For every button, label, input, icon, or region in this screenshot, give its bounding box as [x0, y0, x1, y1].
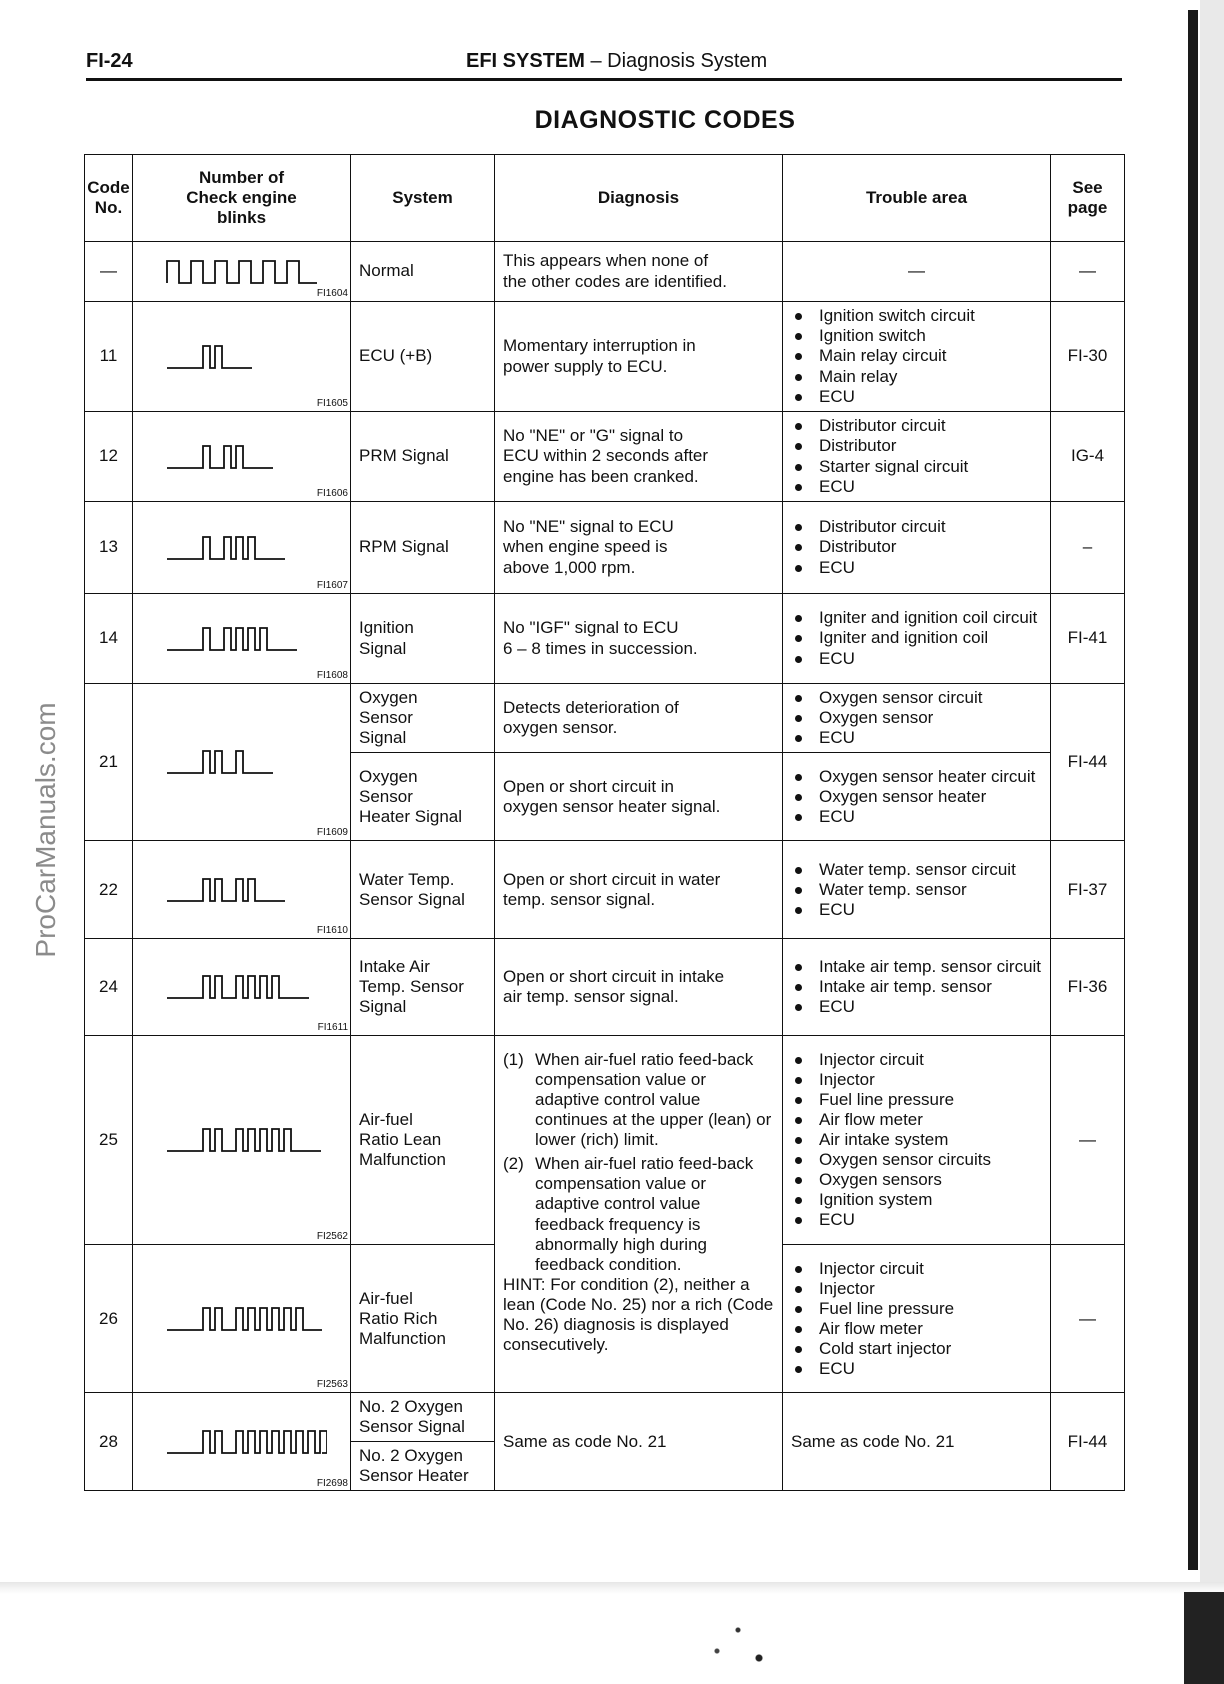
- trouble-cell: [783, 684, 1051, 753]
- trouble-item: Fuel line pressure: [791, 1090, 1042, 1110]
- diagnostic-codes-table: [84, 154, 1125, 1491]
- page-title: DIAGNOSTIC CODES: [534, 106, 796, 134]
- trouble-item: Injector circuit: [791, 1259, 1042, 1279]
- page-header: [86, 44, 1122, 81]
- table-row: [85, 939, 1125, 1036]
- see-page-cell: —: [1051, 242, 1125, 302]
- system-cell: RPM Signal: [351, 502, 495, 594]
- see-page-cell: FI-37: [1051, 841, 1125, 939]
- pulse-train: [167, 628, 297, 650]
- trouble-item: ECU: [791, 558, 1042, 578]
- trouble-list: [791, 608, 1042, 668]
- trouble-item: Air intake system: [791, 1130, 1042, 1150]
- figure-id: FI1608: [316, 670, 348, 682]
- trouble-cell: [783, 841, 1051, 939]
- blink-pattern-cell: [133, 1245, 351, 1393]
- col-header-see-page: See page: [1051, 155, 1125, 242]
- trouble-item: ECU: [791, 477, 1042, 497]
- trouble-cell: [783, 412, 1051, 502]
- see-page-cell: FI-44: [1051, 684, 1125, 841]
- trouble-item: ECU: [791, 900, 1042, 920]
- trouble-item: ECU: [791, 997, 1042, 1017]
- system-cell: Intake Air Temp. Sensor Signal: [351, 939, 495, 1036]
- blink-waveform: [157, 970, 327, 1004]
- trouble-item: Injector: [791, 1279, 1042, 1299]
- pulse-train: [167, 537, 285, 559]
- code-cell: 11: [85, 302, 133, 412]
- trouble-item: ECU: [791, 1210, 1042, 1230]
- blink-waveform: [157, 873, 327, 907]
- trouble-list: [791, 957, 1042, 1017]
- blink-pattern-cell: [133, 302, 351, 412]
- subsection-title: Diagnosis System: [607, 50, 768, 72]
- figure-id: FI1611: [317, 1022, 348, 1034]
- condition-text: When air-fuel ratio feed-back compensation value or adaptive control value continues at the upper (lean) or lower (rich) limit.: [535, 1050, 772, 1150]
- blink-waveform: [157, 622, 327, 656]
- blink-waveform: [157, 1302, 327, 1336]
- trouble-item: Oxygen sensors: [791, 1170, 1042, 1190]
- trouble-item: Intake air temp. sensor: [791, 977, 1042, 997]
- blink-pattern-cell: [133, 841, 351, 939]
- blink-waveform: [157, 745, 327, 779]
- pulse-train: [167, 879, 285, 901]
- figure-id: FI1606: [316, 488, 348, 500]
- diagnosis-cell: Open or short circuit in intake air temp. sensor signal.: [495, 939, 783, 1036]
- pulse-train: [167, 446, 273, 468]
- blink-pattern-cell: [133, 502, 351, 594]
- code-cell: 25: [85, 1036, 133, 1245]
- col-header-diagnosis: Diagnosis: [495, 155, 783, 242]
- table-row: [85, 594, 1125, 684]
- see-page-cell: –: [1051, 502, 1125, 594]
- heading-separator: –: [584, 50, 608, 72]
- trouble-item: ECU: [791, 1359, 1042, 1379]
- blink-waveform: [157, 255, 327, 289]
- blink-waveform: [157, 340, 327, 374]
- trouble-cell: [783, 302, 1051, 412]
- diagnosis-cell: Open or short circuit in water temp. sensor signal.: [495, 841, 783, 939]
- trouble-item: Water temp. sensor: [791, 880, 1042, 900]
- trouble-list: [791, 1259, 1042, 1379]
- see-page-cell: —: [1051, 1036, 1125, 1245]
- trouble-item: Oxygen sensor circuits: [791, 1150, 1042, 1170]
- diagnosis-cell: Open or short circuit in oxygen sensor heater signal.: [495, 753, 783, 841]
- trouble-cell: [783, 939, 1051, 1036]
- system-cell: Oxygen Sensor Heater Signal: [351, 753, 495, 841]
- diagnosis-cell: No "NE" or "G" signal to ECU within 2 seconds after engine has been cranked.: [495, 412, 783, 502]
- trouble-list: [791, 767, 1042, 827]
- diagnosis-cell: No "NE" signal to ECU when engine speed is above 1,000 rpm.: [495, 502, 783, 594]
- condition-item: [503, 1050, 774, 1150]
- figure-id: FI1607: [316, 580, 348, 592]
- trouble-item: Distributor circuit: [791, 416, 1042, 436]
- table-row: [85, 302, 1125, 412]
- blink-waveform: [157, 531, 327, 565]
- system-cell: Water Temp. Sensor Signal: [351, 841, 495, 939]
- system-cell: No. 2 Oxygen Sensor Signal: [351, 1393, 495, 1442]
- diagnosis-cell: This appears when none of the other codes are identified.: [495, 242, 783, 302]
- watermark: ProCarManuals.com: [30, 702, 61, 958]
- trouble-item: Fuel line pressure: [791, 1299, 1042, 1319]
- blink-pattern-cell: [133, 412, 351, 502]
- system-cell: PRM Signal: [351, 412, 495, 502]
- see-page-cell: FI-44: [1051, 1393, 1125, 1491]
- trouble-item: Starter signal circuit: [791, 457, 1042, 477]
- trouble-item: Ignition switch: [791, 326, 1042, 346]
- condition-list: [503, 1050, 774, 1275]
- trouble-item: Air flow meter: [791, 1319, 1042, 1339]
- trouble-item: Oxygen sensor heater: [791, 787, 1042, 807]
- trouble-item: Ignition switch circuit: [791, 306, 1042, 326]
- trouble-item: Oxygen sensor circuit: [791, 688, 1042, 708]
- system-cell: Oxygen Sensor Signal: [351, 684, 495, 753]
- col-header-trouble: Trouble area: [783, 155, 1051, 242]
- system-cell: Air-fuel Ratio Rich Malfunction: [351, 1245, 495, 1393]
- trouble-item: Main relay circuit: [791, 346, 1042, 366]
- trouble-item: ECU: [791, 807, 1042, 827]
- hint-text: HINT: For condition (2), neither a lean (Code No. 25) nor a rich (Code No. 26) diagnosis is displayed consecutively.: [503, 1274, 774, 1354]
- figure-id: FI1605: [316, 398, 348, 410]
- pulse-train: [167, 1129, 321, 1151]
- col-header-blinks: Number of Check engine blinks: [133, 155, 351, 242]
- code-cell: 24: [85, 939, 133, 1036]
- figure-id: FI1610: [316, 925, 348, 937]
- blink-waveform: [157, 440, 327, 474]
- trouble-item: Distributor: [791, 436, 1042, 456]
- diagnosis-cell: Momentary interruption in power supply to ECU.: [495, 302, 783, 412]
- figure-id: FI2698: [316, 1477, 348, 1489]
- code-cell: 13: [85, 502, 133, 594]
- code-cell: 22: [85, 841, 133, 939]
- trouble-item: Injector: [791, 1070, 1042, 1090]
- see-page-cell: —: [1051, 1245, 1125, 1393]
- figure-id: FI1609: [316, 827, 348, 839]
- pulse-train: [167, 976, 309, 998]
- blink-waveform: [157, 1123, 327, 1157]
- system-cell: Air-fuel Ratio Lean Malfunction: [351, 1036, 495, 1245]
- code-cell: 28: [85, 1393, 133, 1491]
- trouble-list: [791, 1050, 1042, 1230]
- system-cell: Ignition Signal: [351, 594, 495, 684]
- scan-edge-right: [1184, 0, 1224, 1590]
- table-row: [85, 1036, 1125, 1245]
- blink-pattern-cell: [133, 242, 351, 302]
- table-header-row: [85, 155, 1125, 242]
- trouble-item: Injector circuit: [791, 1050, 1042, 1070]
- table-row: [85, 684, 1125, 753]
- code-cell: 12: [85, 412, 133, 502]
- trouble-list: [791, 416, 1042, 496]
- code-cell: 14: [85, 594, 133, 684]
- code-cell: —: [85, 242, 133, 302]
- trouble-item: Oxygen sensor heater circuit: [791, 767, 1042, 787]
- pulse-train: [167, 751, 273, 773]
- blink-pattern-cell: [133, 684, 351, 841]
- trouble-cell: [783, 1245, 1051, 1393]
- condition-item: [503, 1154, 774, 1274]
- trouble-list: [791, 517, 1042, 577]
- pulse-train: [167, 1431, 327, 1453]
- scan-edge-bottom: [0, 1582, 1224, 1683]
- trouble-item: ECU: [791, 728, 1042, 748]
- figure-id: FI2562: [316, 1231, 348, 1243]
- system-cell: No. 2 Oxygen Sensor Heater: [351, 1442, 495, 1491]
- diagnosis-cell: No "IGF" signal to ECU 6 – 8 times in succession.: [495, 594, 783, 684]
- diagnosis-cell-air-fuel: [495, 1036, 783, 1393]
- trouble-list: [791, 688, 1042, 748]
- table-row: [85, 412, 1125, 502]
- blink-waveform: [157, 1425, 327, 1459]
- blink-pattern-cell: [133, 1036, 351, 1245]
- trouble-cell: [783, 1036, 1051, 1245]
- see-page-cell: FI-36: [1051, 939, 1125, 1036]
- table-row: [85, 502, 1125, 594]
- trouble-list: [791, 306, 1042, 406]
- trouble-item: Distributor: [791, 537, 1042, 557]
- code-cell: 26: [85, 1245, 133, 1393]
- blink-pattern-cell: [133, 1393, 351, 1491]
- trouble-item: ECU: [791, 387, 1042, 407]
- col-header-system: System: [351, 155, 495, 242]
- condition-text: When air-fuel ratio feed-back compensation value or adaptive control value feedback frequency is abnormally high during feedback condition.: [535, 1154, 754, 1274]
- trouble-item: Igniter and ignition coil circuit: [791, 608, 1042, 628]
- pulse-train: [167, 346, 252, 368]
- see-page-cell: FI-30: [1051, 302, 1125, 412]
- code-cell: 21: [85, 684, 133, 841]
- diagnosis-cell: Detects deterioration of oxygen sensor.: [495, 684, 783, 753]
- trouble-cell: —: [783, 242, 1051, 302]
- table-row: [85, 242, 1125, 302]
- see-page-cell: IG-4: [1051, 412, 1125, 502]
- page-heading: [466, 50, 767, 73]
- see-page-cell: FI-41: [1051, 594, 1125, 684]
- system-cell: Normal: [351, 242, 495, 302]
- figure-id: FI2563: [316, 1379, 348, 1391]
- trouble-list: [791, 860, 1042, 920]
- trouble-item: Ignition system: [791, 1190, 1042, 1210]
- blink-pattern-cell: [133, 594, 351, 684]
- diagnosis-cell: Same as code No. 21: [495, 1393, 783, 1491]
- system-cell: ECU (+B): [351, 302, 495, 412]
- table-row: [85, 841, 1125, 939]
- pulse-train: [167, 1308, 322, 1330]
- trouble-cell: [783, 502, 1051, 594]
- page-number: FI-24: [86, 50, 133, 72]
- trouble-item: Igniter and ignition coil: [791, 628, 1042, 648]
- trouble-item: Cold start injector: [791, 1339, 1042, 1359]
- pulse-train: [167, 261, 317, 283]
- col-header-code: Code No.: [85, 155, 133, 242]
- section-title: EFI SYSTEM: [466, 50, 585, 72]
- condition-number: (2): [503, 1154, 524, 1174]
- trouble-cell: Same as code No. 21: [783, 1393, 1051, 1491]
- figure-id: FI1604: [316, 288, 348, 300]
- trouble-item: Distributor circuit: [791, 517, 1042, 537]
- trouble-item: Intake air temp. sensor circuit: [791, 957, 1042, 977]
- trouble-cell: [783, 594, 1051, 684]
- trouble-item: ECU: [791, 649, 1042, 669]
- trouble-cell: [783, 753, 1051, 841]
- condition-number: (1): [503, 1050, 524, 1070]
- trouble-item: Oxygen sensor: [791, 708, 1042, 728]
- trouble-item: Main relay: [791, 367, 1042, 387]
- blink-pattern-cell: [133, 939, 351, 1036]
- trouble-item: Water temp. sensor circuit: [791, 860, 1042, 880]
- trouble-item: Air flow meter: [791, 1110, 1042, 1130]
- table-row: [85, 1393, 1125, 1442]
